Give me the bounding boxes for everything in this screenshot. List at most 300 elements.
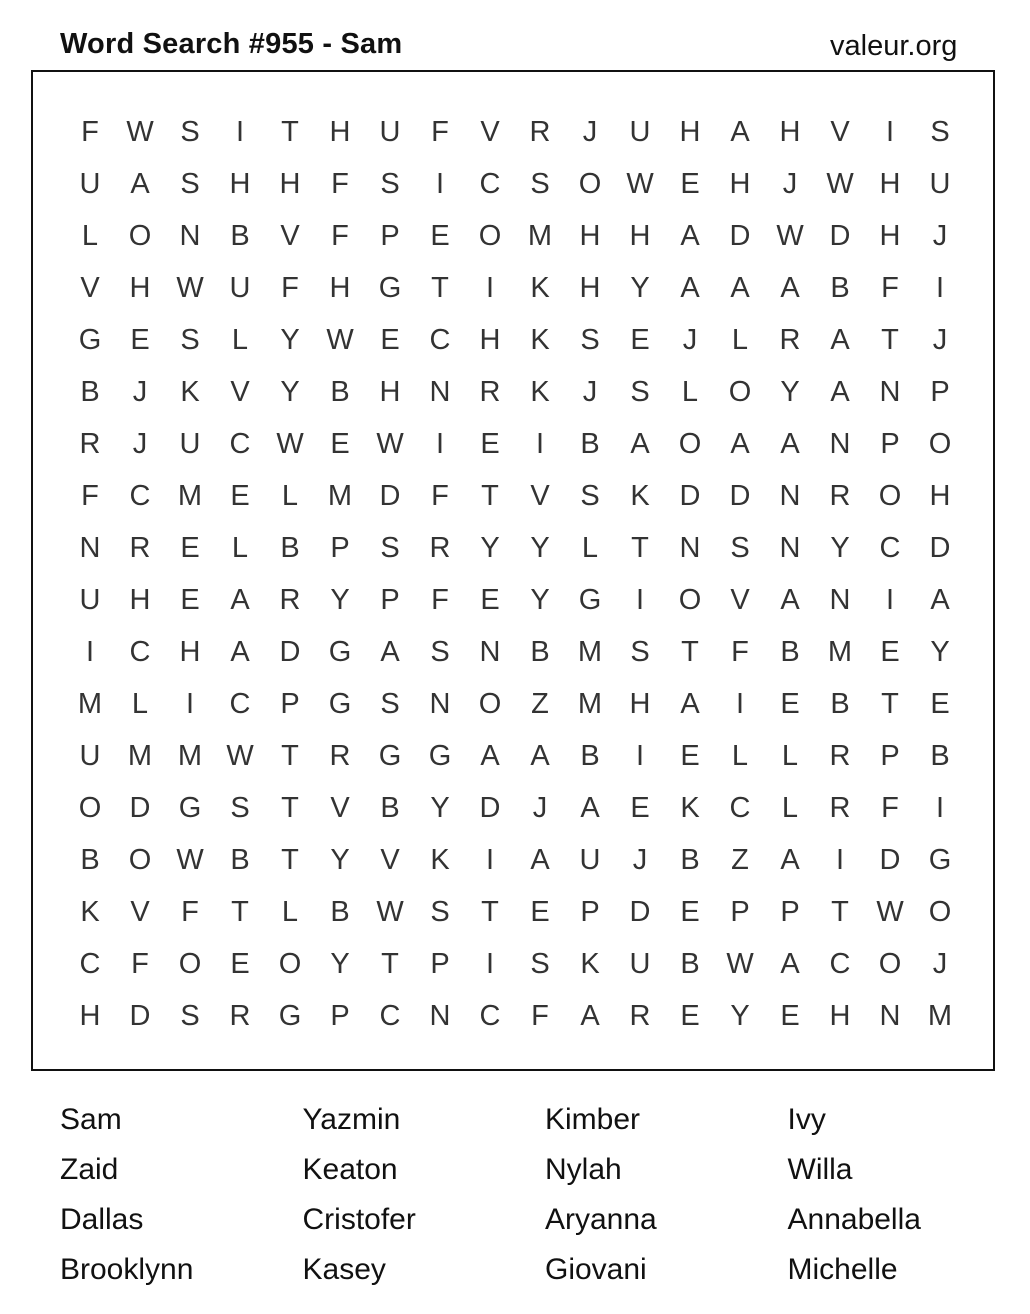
grid-letter[interactable]: D bbox=[679, 480, 701, 512]
grid-letter[interactable]: B bbox=[830, 688, 850, 720]
grid-letter[interactable]: J bbox=[582, 376, 598, 408]
grid-letter[interactable]: A bbox=[580, 1000, 600, 1032]
grid-letter[interactable]: W bbox=[876, 896, 904, 928]
grid-letter[interactable]: M bbox=[527, 220, 553, 252]
grid-letter[interactable]: T bbox=[881, 324, 899, 356]
grid-letter[interactable]: A bbox=[780, 272, 800, 304]
grid-letter[interactable]: J bbox=[632, 844, 648, 876]
grid-letter[interactable]: H bbox=[679, 116, 701, 148]
grid-letter[interactable]: I bbox=[885, 584, 895, 616]
grid-letter[interactable]: Y bbox=[530, 532, 550, 564]
grid-letter[interactable]: V bbox=[730, 584, 750, 616]
grid-letter[interactable]: D bbox=[379, 480, 401, 512]
grid-letter[interactable]: L bbox=[731, 324, 749, 356]
grid-letter[interactable]: O bbox=[278, 948, 302, 980]
grid-letter[interactable]: W bbox=[176, 272, 204, 304]
grid-letter[interactable]: J bbox=[782, 168, 798, 200]
grid-letter[interactable]: F bbox=[531, 1000, 549, 1032]
grid-letter[interactable]: O bbox=[128, 220, 152, 252]
grid-letter[interactable]: L bbox=[281, 896, 299, 928]
grid-letter[interactable]: I bbox=[635, 740, 645, 772]
grid-letter[interactable]: A bbox=[680, 688, 700, 720]
grid-letter[interactable]: U bbox=[629, 948, 651, 980]
grid-letter[interactable]: Z bbox=[731, 844, 749, 876]
grid-letter[interactable]: Y bbox=[280, 324, 300, 356]
grid-letter[interactable]: T bbox=[631, 532, 649, 564]
grid-letter[interactable]: E bbox=[180, 584, 200, 616]
grid-letter[interactable]: I bbox=[185, 688, 195, 720]
grid-letter[interactable]: O bbox=[678, 584, 702, 616]
grid-letter[interactable]: R bbox=[529, 116, 551, 148]
grid-letter[interactable]: T bbox=[281, 116, 299, 148]
grid-letter[interactable]: E bbox=[680, 168, 700, 200]
grid-letter[interactable]: C bbox=[879, 532, 901, 564]
grid-letter[interactable]: W bbox=[126, 116, 154, 148]
grid-letter[interactable]: I bbox=[835, 844, 845, 876]
grid-letter[interactable]: O bbox=[728, 376, 752, 408]
grid-letter[interactable]: R bbox=[229, 1000, 251, 1032]
grid-letter[interactable]: B bbox=[830, 272, 850, 304]
grid-letter[interactable]: A bbox=[380, 636, 400, 668]
grid-letter[interactable]: F bbox=[331, 220, 349, 252]
grid-letter[interactable]: P bbox=[780, 896, 800, 928]
grid-letter[interactable]: D bbox=[879, 844, 901, 876]
grid-letter[interactable]: J bbox=[932, 220, 948, 252]
grid-letter[interactable]: K bbox=[530, 324, 550, 356]
grid-letter[interactable]: I bbox=[935, 272, 945, 304]
grid-letter[interactable]: H bbox=[579, 272, 601, 304]
grid-letter[interactable]: D bbox=[929, 532, 951, 564]
grid-letter[interactable]: G bbox=[78, 324, 102, 356]
grid-letter[interactable]: S bbox=[730, 532, 750, 564]
grid-letter[interactable]: I bbox=[635, 584, 645, 616]
grid-letter[interactable]: A bbox=[730, 272, 750, 304]
grid-letter[interactable]: E bbox=[430, 220, 450, 252]
grid-letter[interactable]: S bbox=[380, 688, 400, 720]
grid-letter[interactable]: O bbox=[478, 220, 502, 252]
grid-letter[interactable]: H bbox=[579, 220, 601, 252]
grid-letter[interactable]: F bbox=[131, 948, 149, 980]
grid-letter[interactable]: P bbox=[430, 948, 450, 980]
grid-letter[interactable]: I bbox=[735, 688, 745, 720]
grid-letter[interactable]: N bbox=[879, 1000, 901, 1032]
grid-letter[interactable]: D bbox=[629, 896, 651, 928]
grid-letter[interactable]: H bbox=[779, 116, 801, 148]
grid-letter[interactable]: O bbox=[478, 688, 502, 720]
grid-letter[interactable]: O bbox=[128, 844, 152, 876]
grid-letter[interactable]: S bbox=[530, 948, 550, 980]
grid-letter[interactable]: R bbox=[479, 376, 501, 408]
grid-letter[interactable]: W bbox=[776, 220, 804, 252]
grid-letter[interactable]: A bbox=[230, 636, 250, 668]
grid-letter[interactable]: E bbox=[880, 636, 900, 668]
grid-letter[interactable]: L bbox=[731, 740, 749, 772]
grid-letter[interactable]: J bbox=[132, 376, 148, 408]
grid-letter[interactable]: S bbox=[230, 792, 250, 824]
grid-letter[interactable]: R bbox=[629, 1000, 651, 1032]
grid-letter[interactable]: F bbox=[81, 480, 99, 512]
grid-letter[interactable]: Z bbox=[531, 688, 549, 720]
grid-letter[interactable]: B bbox=[380, 792, 400, 824]
grid-letter[interactable]: A bbox=[480, 740, 500, 772]
grid-letter[interactable]: N bbox=[829, 584, 851, 616]
grid-letter[interactable]: N bbox=[79, 532, 101, 564]
grid-letter[interactable]: A bbox=[780, 844, 800, 876]
grid-letter[interactable]: L bbox=[231, 532, 249, 564]
grid-letter[interactable]: T bbox=[281, 740, 299, 772]
grid-letter[interactable]: B bbox=[580, 428, 600, 460]
grid-letter[interactable]: S bbox=[380, 532, 400, 564]
grid-letter[interactable]: V bbox=[130, 896, 150, 928]
grid-letter[interactable]: F bbox=[431, 584, 449, 616]
grid-letter[interactable]: F bbox=[731, 636, 749, 668]
grid-letter[interactable]: C bbox=[129, 480, 151, 512]
grid-letter[interactable]: I bbox=[535, 428, 545, 460]
grid-letter[interactable]: K bbox=[680, 792, 700, 824]
grid-letter[interactable]: M bbox=[177, 740, 203, 772]
grid-letter[interactable]: I bbox=[235, 116, 245, 148]
grid-letter[interactable]: W bbox=[326, 324, 354, 356]
grid-letter[interactable]: R bbox=[79, 428, 101, 460]
grid-letter[interactable]: R bbox=[829, 740, 851, 772]
grid-letter[interactable]: V bbox=[330, 792, 350, 824]
grid-letter[interactable]: R bbox=[779, 324, 801, 356]
grid-letter[interactable]: V bbox=[480, 116, 500, 148]
grid-letter[interactable]: E bbox=[130, 324, 150, 356]
grid-letter[interactable]: A bbox=[830, 324, 850, 356]
grid-letter[interactable]: Y bbox=[930, 636, 950, 668]
grid-letter[interactable]: E bbox=[780, 1000, 800, 1032]
grid-letter[interactable]: H bbox=[329, 272, 351, 304]
grid-letter[interactable]: D bbox=[479, 792, 501, 824]
grid-letter[interactable]: U bbox=[579, 844, 601, 876]
grid-letter[interactable]: B bbox=[680, 948, 700, 980]
grid-letter[interactable]: M bbox=[577, 636, 603, 668]
grid-letter[interactable]: Y bbox=[430, 792, 450, 824]
grid-letter[interactable]: E bbox=[480, 428, 500, 460]
grid-letter[interactable]: A bbox=[680, 220, 700, 252]
grid-letter[interactable]: K bbox=[630, 480, 650, 512]
grid-letter[interactable]: U bbox=[629, 116, 651, 148]
grid-letter[interactable]: S bbox=[180, 116, 200, 148]
grid-letter[interactable]: K bbox=[430, 844, 450, 876]
grid-letter[interactable]: Y bbox=[330, 584, 350, 616]
grid-letter[interactable]: T bbox=[481, 896, 499, 928]
grid-letter[interactable]: W bbox=[726, 948, 754, 980]
grid-letter[interactable]: Y bbox=[330, 948, 350, 980]
grid-letter[interactable]: C bbox=[479, 168, 501, 200]
grid-letter[interactable]: S bbox=[180, 324, 200, 356]
grid-letter[interactable]: L bbox=[231, 324, 249, 356]
grid-letter[interactable]: F bbox=[881, 792, 899, 824]
grid-letter[interactable]: J bbox=[682, 324, 698, 356]
grid-letter[interactable]: N bbox=[679, 532, 701, 564]
grid-letter[interactable]: V bbox=[230, 376, 250, 408]
grid-letter[interactable]: O bbox=[928, 428, 952, 460]
grid-letter[interactable]: C bbox=[229, 428, 251, 460]
grid-letter[interactable]: R bbox=[829, 480, 851, 512]
grid-letter[interactable]: L bbox=[281, 480, 299, 512]
grid-letter[interactable]: S bbox=[630, 636, 650, 668]
grid-letter[interactable]: C bbox=[729, 792, 751, 824]
grid-letter[interactable]: O bbox=[578, 168, 602, 200]
grid-letter[interactable]: Y bbox=[330, 844, 350, 876]
grid-letter[interactable]: T bbox=[431, 272, 449, 304]
grid-letter[interactable]: A bbox=[780, 428, 800, 460]
grid-letter[interactable]: H bbox=[129, 272, 151, 304]
grid-letter[interactable]: O bbox=[928, 896, 952, 928]
grid-letter[interactable]: G bbox=[928, 844, 952, 876]
grid-letter[interactable]: E bbox=[930, 688, 950, 720]
grid-letter[interactable]: B bbox=[330, 376, 350, 408]
grid-letter[interactable]: C bbox=[79, 948, 101, 980]
grid-letter[interactable]: B bbox=[280, 532, 300, 564]
grid-letter[interactable]: H bbox=[129, 584, 151, 616]
grid-letter[interactable]: I bbox=[435, 168, 445, 200]
grid-letter[interactable]: H bbox=[629, 688, 651, 720]
grid-letter[interactable]: H bbox=[479, 324, 501, 356]
grid-letter[interactable]: N bbox=[179, 220, 201, 252]
grid-letter[interactable]: P bbox=[730, 896, 750, 928]
grid-letter[interactable]: P bbox=[380, 584, 400, 616]
grid-letter[interactable]: V bbox=[530, 480, 550, 512]
grid-letter[interactable]: T bbox=[231, 896, 249, 928]
grid-letter[interactable]: P bbox=[280, 688, 300, 720]
grid-letter[interactable]: O bbox=[178, 948, 202, 980]
grid-letter[interactable]: B bbox=[80, 376, 100, 408]
grid-letter[interactable]: H bbox=[329, 116, 351, 148]
grid-letter[interactable]: U bbox=[79, 584, 101, 616]
grid-letter[interactable]: G bbox=[178, 792, 202, 824]
grid-letter[interactable]: B bbox=[330, 896, 350, 928]
grid-letter[interactable]: V bbox=[380, 844, 400, 876]
grid-letter[interactable]: F bbox=[431, 116, 449, 148]
grid-letter[interactable]: W bbox=[276, 428, 304, 460]
grid-letter[interactable]: H bbox=[379, 376, 401, 408]
grid-letter[interactable]: B bbox=[930, 740, 950, 772]
grid-letter[interactable]: H bbox=[929, 480, 951, 512]
grid-letter[interactable]: G bbox=[578, 584, 602, 616]
grid-letter[interactable]: E bbox=[230, 480, 250, 512]
grid-letter[interactable]: Y bbox=[280, 376, 300, 408]
grid-letter[interactable]: I bbox=[485, 272, 495, 304]
grid-letter[interactable]: I bbox=[885, 116, 895, 148]
grid-letter[interactable]: L bbox=[581, 532, 599, 564]
grid-letter[interactable]: C bbox=[379, 1000, 401, 1032]
grid-letter[interactable]: D bbox=[129, 792, 151, 824]
grid-letter[interactable]: K bbox=[580, 948, 600, 980]
grid-letter[interactable]: U bbox=[79, 168, 101, 200]
grid-letter[interactable]: C bbox=[829, 948, 851, 980]
grid-letter[interactable]: Y bbox=[780, 376, 800, 408]
grid-letter[interactable]: R bbox=[329, 740, 351, 772]
grid-letter[interactable]: B bbox=[80, 844, 100, 876]
grid-letter[interactable]: S bbox=[180, 1000, 200, 1032]
grid-letter[interactable]: S bbox=[180, 168, 200, 200]
grid-letter[interactable]: E bbox=[630, 324, 650, 356]
grid-letter[interactable]: W bbox=[376, 428, 404, 460]
grid-letter[interactable]: N bbox=[879, 376, 901, 408]
grid-letter[interactable]: B bbox=[530, 636, 550, 668]
grid-letter[interactable]: J bbox=[532, 792, 548, 824]
grid-letter[interactable]: L bbox=[131, 688, 149, 720]
grid-letter[interactable]: I bbox=[935, 792, 945, 824]
grid-letter[interactable]: I bbox=[485, 948, 495, 980]
grid-letter[interactable]: N bbox=[779, 480, 801, 512]
grid-letter[interactable]: V bbox=[830, 116, 850, 148]
grid-letter[interactable]: A bbox=[230, 584, 250, 616]
grid-letter[interactable]: C bbox=[129, 636, 151, 668]
grid-letter[interactable]: A bbox=[780, 584, 800, 616]
grid-letter[interactable]: I bbox=[85, 636, 95, 668]
grid-letter[interactable]: R bbox=[829, 792, 851, 824]
grid-letter[interactable]: T bbox=[831, 896, 849, 928]
grid-letter[interactable]: V bbox=[280, 220, 300, 252]
grid-letter[interactable]: W bbox=[226, 740, 254, 772]
grid-letter[interactable]: F bbox=[431, 480, 449, 512]
grid-letter[interactable]: N bbox=[429, 1000, 451, 1032]
grid-letter[interactable]: B bbox=[580, 740, 600, 772]
grid-letter[interactable]: H bbox=[879, 220, 901, 252]
grid-letter[interactable]: G bbox=[328, 636, 352, 668]
grid-letter[interactable]: P bbox=[330, 532, 350, 564]
grid-letter[interactable]: R bbox=[129, 532, 151, 564]
grid-letter[interactable]: T bbox=[681, 636, 699, 668]
grid-letter[interactable]: J bbox=[932, 948, 948, 980]
grid-letter[interactable]: H bbox=[879, 168, 901, 200]
grid-letter[interactable]: W bbox=[626, 168, 654, 200]
grid-letter[interactable]: P bbox=[930, 376, 950, 408]
grid-letter[interactable]: E bbox=[680, 1000, 700, 1032]
grid-letter[interactable]: E bbox=[380, 324, 400, 356]
grid-letter[interactable]: K bbox=[530, 376, 550, 408]
grid-letter[interactable]: F bbox=[881, 272, 899, 304]
grid-letter[interactable]: L bbox=[781, 740, 799, 772]
grid-letter[interactable]: A bbox=[780, 948, 800, 980]
grid-letter[interactable]: B bbox=[230, 220, 250, 252]
grid-letter[interactable]: E bbox=[780, 688, 800, 720]
grid-letter[interactable]: E bbox=[180, 532, 200, 564]
grid-letter[interactable]: O bbox=[878, 948, 902, 980]
grid-letter[interactable]: K bbox=[80, 896, 100, 928]
grid-letter[interactable]: G bbox=[378, 272, 402, 304]
grid-letter[interactable]: S bbox=[930, 116, 950, 148]
grid-letter[interactable]: U bbox=[229, 272, 251, 304]
grid-letter[interactable]: M bbox=[927, 1000, 953, 1032]
grid-letter[interactable]: E bbox=[680, 896, 700, 928]
grid-letter[interactable]: C bbox=[479, 1000, 501, 1032]
grid-letter[interactable]: M bbox=[77, 688, 103, 720]
grid-letter[interactable]: A bbox=[730, 116, 750, 148]
grid-letter[interactable]: M bbox=[327, 480, 353, 512]
grid-letter[interactable]: O bbox=[678, 428, 702, 460]
grid-letter[interactable]: M bbox=[177, 480, 203, 512]
grid-letter[interactable]: N bbox=[779, 532, 801, 564]
grid-letter[interactable]: P bbox=[380, 220, 400, 252]
grid-letter[interactable]: R bbox=[429, 532, 451, 564]
grid-letter[interactable]: T bbox=[881, 688, 899, 720]
grid-letter[interactable]: M bbox=[827, 636, 853, 668]
grid-letter[interactable]: M bbox=[577, 688, 603, 720]
grid-letter[interactable]: D bbox=[829, 220, 851, 252]
grid-letter[interactable]: D bbox=[279, 636, 301, 668]
grid-letter[interactable]: S bbox=[530, 168, 550, 200]
grid-letter[interactable]: H bbox=[279, 168, 301, 200]
grid-letter[interactable]: S bbox=[630, 376, 650, 408]
grid-letter[interactable]: C bbox=[429, 324, 451, 356]
grid-letter[interactable]: L bbox=[681, 376, 699, 408]
grid-letter[interactable]: Y bbox=[530, 584, 550, 616]
grid-letter[interactable]: N bbox=[429, 376, 451, 408]
grid-letter[interactable]: N bbox=[829, 428, 851, 460]
grid-letter[interactable]: A bbox=[830, 376, 850, 408]
grid-letter[interactable]: A bbox=[730, 428, 750, 460]
grid-letter[interactable]: O bbox=[878, 480, 902, 512]
grid-letter[interactable]: U bbox=[79, 740, 101, 772]
grid-letter[interactable]: P bbox=[580, 896, 600, 928]
grid-letter[interactable]: J bbox=[932, 324, 948, 356]
grid-letter[interactable]: L bbox=[81, 220, 99, 252]
grid-letter[interactable]: O bbox=[78, 792, 102, 824]
grid-letter[interactable]: H bbox=[629, 220, 651, 252]
grid-letter[interactable]: A bbox=[580, 792, 600, 824]
grid-letter[interactable]: S bbox=[580, 480, 600, 512]
grid-letter[interactable]: Y bbox=[730, 1000, 750, 1032]
grid-letter[interactable]: R bbox=[279, 584, 301, 616]
grid-letter[interactable]: U bbox=[929, 168, 951, 200]
grid-letter[interactable]: B bbox=[780, 636, 800, 668]
grid-letter[interactable]: W bbox=[176, 844, 204, 876]
grid-letter[interactable]: U bbox=[379, 116, 401, 148]
grid-letter[interactable]: H bbox=[229, 168, 251, 200]
grid-letter[interactable]: K bbox=[530, 272, 550, 304]
grid-letter[interactable]: A bbox=[130, 168, 150, 200]
grid-letter[interactable]: E bbox=[530, 896, 550, 928]
grid-letter[interactable]: I bbox=[485, 844, 495, 876]
grid-letter[interactable]: P bbox=[880, 740, 900, 772]
grid-letter[interactable]: P bbox=[330, 1000, 350, 1032]
grid-letter[interactable]: N bbox=[479, 636, 501, 668]
grid-letter[interactable]: V bbox=[80, 272, 100, 304]
grid-letter[interactable]: Y bbox=[830, 532, 850, 564]
grid-letter[interactable]: D bbox=[129, 1000, 151, 1032]
grid-letter[interactable]: D bbox=[729, 480, 751, 512]
grid-letter[interactable]: B bbox=[680, 844, 700, 876]
grid-letter[interactable]: S bbox=[580, 324, 600, 356]
grid-letter[interactable]: E bbox=[680, 740, 700, 772]
grid-letter[interactable]: P bbox=[880, 428, 900, 460]
grid-letter[interactable]: T bbox=[481, 480, 499, 512]
grid-letter[interactable]: G bbox=[328, 688, 352, 720]
grid-letter[interactable]: G bbox=[428, 740, 452, 772]
grid-letter[interactable]: A bbox=[930, 584, 950, 616]
grid-letter[interactable]: T bbox=[281, 792, 299, 824]
grid-letter[interactable]: U bbox=[179, 428, 201, 460]
grid-letter[interactable]: F bbox=[331, 168, 349, 200]
grid-letter[interactable]: J bbox=[132, 428, 148, 460]
grid-letter[interactable]: A bbox=[630, 428, 650, 460]
grid-letter[interactable]: H bbox=[829, 1000, 851, 1032]
grid-letter[interactable]: I bbox=[435, 428, 445, 460]
grid-letter[interactable]: Y bbox=[480, 532, 500, 564]
grid-letter[interactable]: S bbox=[430, 896, 450, 928]
grid-letter[interactable]: T bbox=[381, 948, 399, 980]
grid-letter[interactable]: W bbox=[826, 168, 854, 200]
grid-letter[interactable]: A bbox=[530, 844, 550, 876]
grid-letter[interactable]: A bbox=[530, 740, 550, 772]
grid-letter[interactable]: A bbox=[680, 272, 700, 304]
grid-letter[interactable]: Y bbox=[630, 272, 650, 304]
